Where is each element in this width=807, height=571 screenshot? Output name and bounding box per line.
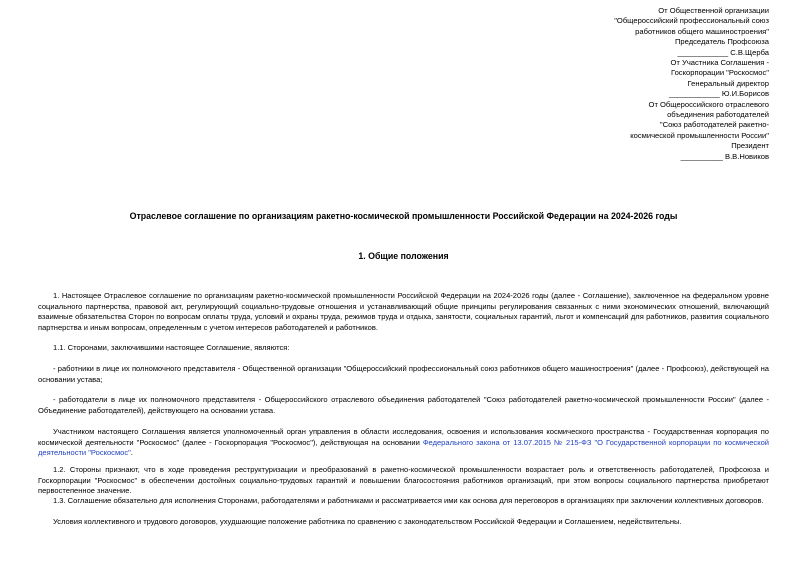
paragraph-1-2 (38, 465, 769, 497)
paragraph-text: 1. Настоящее Отраслевое соглашение по организациям ракетно-космической промышленности Российской Федерации на 2024-2026 годы (далее - Соглашение), заключенное на федеральном уровне социального партнерства, правовой акт, регулирующий социально-трудовые отношения и устанавливающий общие принципы регулирования связанных с ними экономических отношений, включающий взаимные обязательства Сторон по вопросам оплаты труда, условий и охраны труда, режимов труда и отдыха, занятости, социальных гарантий, льгот и компенсаций для работников, развития социального партнерства и иным вопросам, определенным с учетом интересов работодателей и работников. (38, 291, 769, 332)
paragraph-text: - работники в лице их полномочного представителя - Общественной организации "Общероссийский профессиональный союз работников общего машиностроения" (далее - Профсоюз), действующей на основании устава; (38, 364, 769, 384)
signature-line: От Общественной организации (658, 6, 769, 15)
signature-line: работников общего машиностроения" (635, 26, 769, 36)
signature-line: __________ В.В.Новиков (680, 151, 769, 161)
signature-line: Президент (731, 141, 769, 151)
signature-line: ____________ Ю.И.Борисов (669, 89, 769, 99)
paragraph-participant (38, 427, 769, 459)
paragraph-employers (38, 395, 769, 416)
signature-line: Госкорпорации "Роскосмос" (670, 68, 769, 78)
signature-line: Председатель Профсоюза (674, 37, 769, 47)
paragraph-text-end: . (130, 448, 133, 458)
signature-line: "Союз работодателей ракетно- (659, 120, 769, 130)
signature-line: От Общероссийского отраслевого (648, 99, 769, 109)
signature-block (529, 6, 769, 162)
paragraph-1-1 (38, 343, 769, 354)
paragraph-conditions (38, 517, 769, 528)
signature-line: объединения работодателей (667, 110, 769, 120)
paragraph-text: 1.1. Сторонами, заключившими настоящее Соглашение, являются: (53, 343, 290, 352)
signature-line: "Общероссийский профессиональный союз (614, 16, 769, 26)
signature-line: ____________ С.В.Щерба (677, 47, 769, 57)
paragraph-text-start: Участником настоящего Соглашения является уполномоченный орган управления в области исследования, освоения и использования космического пространства - Государственная корпорация по космической деятельности "Роскосмос" (далее - Госкорпорация "Роскосмос"), действующая на основании (38, 427, 769, 447)
signature-line: космической промышленности России" (630, 130, 769, 140)
paragraph-text: - работодатели в лице их полномочного представителя - Общероссийского отраслевого объединения работодателей "Союз работодателей ракетно-космической промышленности России" (далее - Объединение работодателей), действующего на основании устава. (38, 395, 769, 415)
document-title: Отраслевое соглашение по организациям ракетно-космической промышленности Российской Федерации на 2024-2026 годы (129, 211, 678, 221)
paragraph-text (38, 427, 769, 459)
paragraph-1 (38, 291, 769, 333)
paragraph-text: 1.2. Стороны признают, что в ходе проведения реструктуризации и преобразований в ракетно-космической промышленности возрастает роль и ответственность работодателей, Профсоюза и Госкорпорации "Роскосмос" в обеспечении достойных социально-трудовых гарантий и повышении благосостояния работников организаций, при этом вопросы социального партнерства приобретают первостепенное значение. (38, 465, 769, 496)
paragraph-text: Условия коллективного и трудового договоров, ухудшающие положение работника по сравнению с законодательством Российской Федерации и Соглашением, недействительны. (53, 517, 682, 526)
paragraph-text: 1.3. Соглашение обязательно для исполнения Сторонами, работодателями и работниками и рассматривается ими как основа для переговоров в организациях при заключении коллективных договоров. (53, 496, 764, 505)
paragraph-1-3 (38, 496, 769, 507)
signature-line: Генеральный директор (687, 78, 769, 88)
signature-line: От Участника Соглашения - (670, 58, 769, 68)
paragraph-workers (38, 364, 769, 385)
section-title: 1. Общие положения (358, 251, 449, 261)
federal-law-link[interactable]: Федерального закона от 13.07.2015 № 215-ФЗ "О Государственной корпорации по космической деятельности "Роскосмос" (38, 437, 770, 458)
